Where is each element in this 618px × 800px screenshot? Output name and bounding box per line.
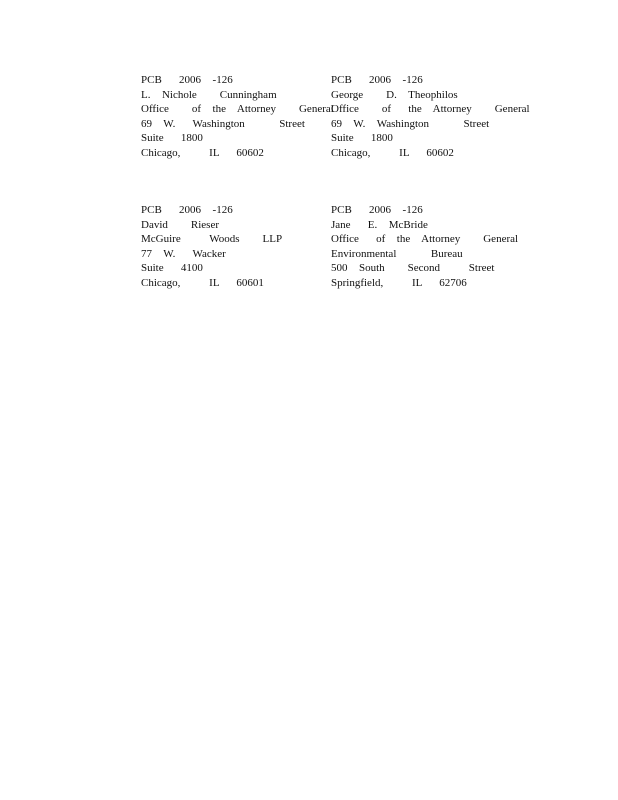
city-state-zip: Chicago, IL 60601 — [141, 276, 264, 289]
mailing-label-theophilos — [331, 73, 530, 161]
suite: Suite 1800 — [141, 132, 203, 145]
recipient-organization: McGuire Woods LLP — [141, 233, 283, 246]
recipient-name: L. Nichole Cunningham — [141, 88, 277, 101]
recipient-name: Jane E. McBride — [331, 218, 428, 231]
case-number: PCB 2006 -126 — [331, 204, 423, 216]
recipient-name: David Rieser — [141, 218, 219, 231]
mailing-label-cunningham — [141, 73, 334, 161]
case-number: PCB 2006 -126 — [141, 204, 233, 216]
street-address: 69 W. Washington Street — [141, 117, 305, 130]
case-number: PCB 2006 -126 — [331, 74, 423, 86]
city-state-zip: Chicago, IL 60602 — [141, 146, 264, 159]
case-number: PCB 2006 -126 — [141, 74, 233, 86]
mailing-label-rieser — [141, 203, 311, 291]
recipient-name: George D. Theophilos — [331, 88, 458, 101]
city-state-zip: Chicago, IL 60602 — [331, 146, 454, 159]
street-address: 69 W. Washington Street — [331, 117, 490, 130]
mailing-label-mcbride — [331, 203, 519, 291]
city-state-zip: Springfield, IL 62706 — [331, 276, 467, 289]
recipient-organization: Office of the Attorney General — [331, 233, 519, 246]
street-address: 500 South Second Street — [331, 262, 495, 275]
recipient-organization: Office of the Attorney General — [331, 103, 530, 116]
suite: Suite 1800 — [331, 132, 393, 145]
street-address: 77 W. Wacker — [141, 247, 226, 260]
recipient-organization: Office of the Attorney General — [141, 103, 334, 116]
department: Environmental Bureau — [331, 247, 463, 260]
suite: Suite 4100 — [141, 262, 203, 275]
